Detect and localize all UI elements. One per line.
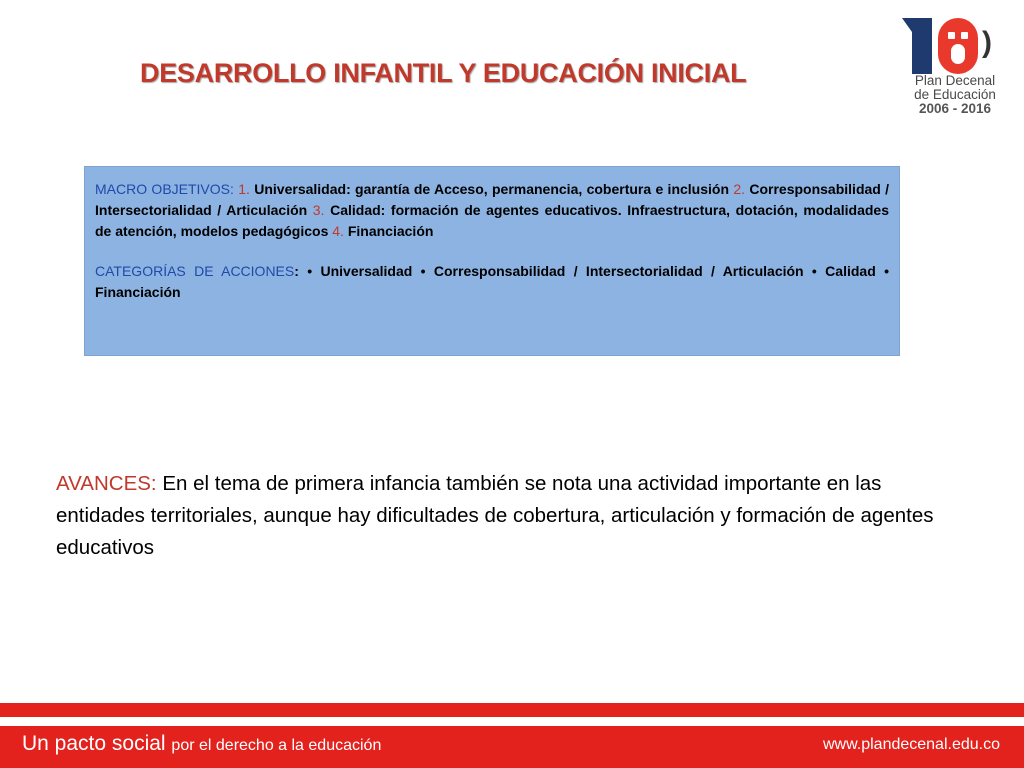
logo-eye-left [948, 32, 955, 39]
objective-number-4: 4. [332, 223, 344, 239]
slogan-main: Un pacto social [22, 732, 166, 755]
logo-years: 2006 - 2016 [918, 101, 992, 116]
logo-zero-face [938, 18, 978, 74]
objectives-box [84, 166, 900, 356]
logo-eye-right [961, 32, 968, 39]
logo-one-shape [912, 18, 932, 74]
sound-waves-icon: ) [982, 26, 992, 59]
avances-paragraph [56, 468, 956, 564]
objectives-content [95, 179, 889, 303]
avances-label: AVANCES: [56, 472, 157, 495]
logo-zero-hole [951, 44, 965, 64]
objective-number-3: 3. [312, 202, 325, 218]
objective-text-3: Calidad: formación de agentes educativos. Infraestructura, dotación, modalidades de atención, modelos pedagógicos [95, 202, 889, 239]
footer-bar [0, 726, 1024, 768]
plan-decenal-logo [900, 8, 1010, 124]
categories-text: : • Universalidad • Corresponsabilidad / Intersectorialidad / Articulación • Calidad • Financiación [95, 263, 889, 300]
macro-objectives-label: MACRO OBJETIVOS: [95, 181, 234, 197]
page-title: DESARROLLO INFANTIL Y EDUCACIÓN INICIAL [140, 58, 747, 88]
logo-line-1: Plan Decenal [914, 73, 996, 88]
objective-text-4: Financiación [347, 223, 434, 239]
macro-objectives-paragraph [95, 179, 889, 242]
objective-text-1: Universalidad: garantía de Acceso, permanencia, cobertura e inclusión [254, 181, 730, 197]
categories-paragraph [95, 261, 889, 303]
objective-number-1: 1. [238, 181, 250, 197]
objective-text-2: Corresponsabilidad / Intersectorialidad / Articulación [95, 181, 890, 218]
footer-slogan [22, 732, 381, 756]
avances-text: En el tema de primera infancia también se nota una actividad importante en las entidades territoriales, aunque hay dificultades de cobertura, articulación y formación de agentes educativos [56, 472, 934, 559]
footer-divider-bar [0, 703, 1024, 717]
logo-line-2: de Educación [914, 87, 996, 102]
footer-url: www.plandecenal.edu.co [822, 736, 1000, 753]
slogan-rest: por el derecho a la educación [171, 737, 382, 754]
logo-text [900, 74, 1010, 116]
objective-number-2: 2. [733, 181, 746, 197]
categories-label: CATEGORÍAS DE ACCIONES [95, 263, 295, 279]
